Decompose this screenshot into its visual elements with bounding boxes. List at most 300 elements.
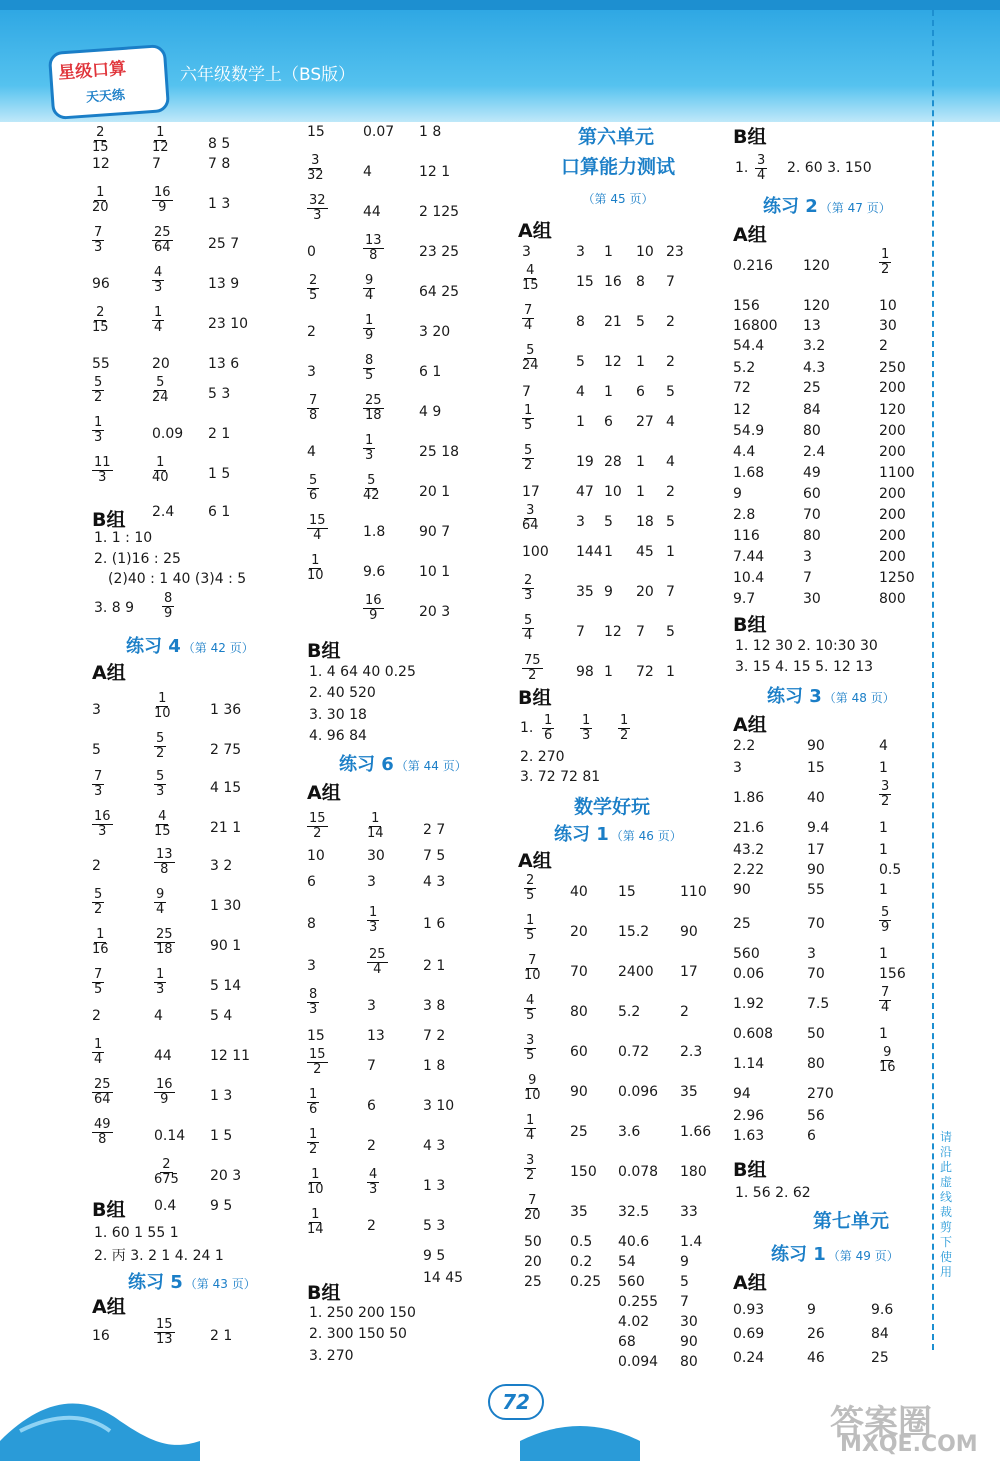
answer-line: 3. 30 18 xyxy=(309,707,367,723)
fraction xyxy=(154,692,171,721)
answer-cell: 4 15 xyxy=(210,780,242,796)
answer-cell: 0.255 xyxy=(618,1294,659,1310)
denominator: 2 xyxy=(526,1168,535,1183)
numerator: 5 xyxy=(524,613,533,628)
answer-cell xyxy=(363,594,384,623)
answer-cell: 25 7 xyxy=(208,236,240,252)
fraction xyxy=(154,770,166,799)
answer-line: 2. 300 150 50 xyxy=(309,1326,407,1342)
fraction xyxy=(367,812,384,841)
numerator: 5 xyxy=(94,887,103,902)
answer-cell xyxy=(524,1074,541,1103)
answer-cell: 20 1 xyxy=(419,484,451,500)
answer-cell: 560 xyxy=(618,1274,645,1290)
group-label: A组 xyxy=(518,220,552,242)
exercise-3-heading xyxy=(767,682,895,708)
fraction xyxy=(524,1034,536,1063)
fraction xyxy=(524,914,536,943)
fraction xyxy=(367,1168,379,1197)
answer-line: 1. 4 64 40 0.25 xyxy=(309,664,416,680)
numerator: 1 xyxy=(311,1207,320,1222)
answer-cell: 72 xyxy=(733,380,751,396)
answer-cell: 3.2 xyxy=(803,338,826,354)
answer-cell: 13 xyxy=(367,1028,385,1044)
numerator: 1 xyxy=(620,713,629,728)
answer-cell: 32.5 xyxy=(618,1204,650,1220)
numerator: 7 xyxy=(94,225,103,240)
answer-cell xyxy=(522,304,534,333)
answer-cell: 110 xyxy=(680,884,707,900)
numerator: 2 xyxy=(96,125,105,140)
fraction xyxy=(307,1128,319,1157)
answer-cell: 25 xyxy=(524,1274,542,1290)
answer-cell: 9.6 xyxy=(871,1302,894,1318)
answer-cell xyxy=(307,988,319,1017)
answer-cell: 30 xyxy=(803,591,821,607)
fraction xyxy=(92,888,104,917)
answer-cell: 26 xyxy=(807,1326,825,1342)
answer-cell: 120 xyxy=(803,298,830,314)
fraction xyxy=(162,592,174,621)
numerator: 25 xyxy=(94,1077,111,1092)
answer-cell xyxy=(522,444,534,473)
group-label: A组 xyxy=(733,714,767,736)
numerator: 11 xyxy=(94,455,111,470)
answer-cell: 156 xyxy=(879,966,906,982)
numerator: 1 xyxy=(311,553,320,568)
answer-cell: 9.7 xyxy=(733,591,756,607)
answer-cell: 0.216 xyxy=(733,258,774,274)
answer-cell: 2 1 xyxy=(423,958,446,974)
denominator: 2 xyxy=(94,902,103,917)
answer-cell: 10 1 xyxy=(419,564,451,580)
fraction xyxy=(307,1088,319,1117)
group-label: B组 xyxy=(518,687,552,709)
denominator: 10 xyxy=(307,568,324,583)
denominator: 4 xyxy=(94,1052,103,1067)
answer-cell: 0.096 xyxy=(618,1084,659,1100)
fraction xyxy=(92,1118,113,1147)
exercise-5-heading xyxy=(128,1268,256,1294)
answer-cell: 5 xyxy=(604,514,613,530)
answer-cell: 4 xyxy=(576,384,585,400)
answer-cell: 54 xyxy=(618,1254,636,1270)
fraction xyxy=(92,770,104,799)
answer-cell: 9 5 xyxy=(423,1248,446,1264)
answer-cell: 0.69 xyxy=(733,1326,765,1342)
answer-cell: 2 xyxy=(666,354,675,370)
answer-cell: 5 3 xyxy=(423,1218,446,1234)
answer-cell: 1 xyxy=(879,1026,888,1042)
answer-cell: 33 xyxy=(680,1204,698,1220)
answer-cell xyxy=(307,812,328,841)
answer-cell: 10.4 xyxy=(733,570,765,586)
answer-cell xyxy=(154,1158,179,1187)
numerator: 32 xyxy=(309,193,326,208)
fraction xyxy=(755,154,767,183)
numerator: 1 xyxy=(365,433,374,448)
fraction xyxy=(522,344,539,373)
answer-cell: 0.07 xyxy=(363,124,395,140)
answer-cell: 90 1 xyxy=(210,938,242,954)
answer-cell: 4 xyxy=(666,454,675,470)
denominator: 4 xyxy=(156,902,165,917)
numerator: 5 xyxy=(156,769,165,784)
answer-cell xyxy=(92,126,109,155)
fraction xyxy=(542,714,554,743)
answer-cell: 1 3 xyxy=(210,1088,233,1104)
answer-cell: 25 18 xyxy=(419,444,460,460)
answer-cell xyxy=(92,888,104,917)
fraction xyxy=(92,810,113,839)
answer-cell: 2 xyxy=(367,1138,376,1154)
fraction xyxy=(154,968,166,997)
answer-cell xyxy=(92,1118,113,1147)
numerator: 1 xyxy=(309,1127,318,1142)
denominator: 2 xyxy=(528,668,537,683)
denominator: 13 xyxy=(156,1332,173,1347)
denominator: 5 xyxy=(524,418,533,433)
answer-cell: 200 xyxy=(879,423,906,439)
denominator: 24 xyxy=(152,390,169,405)
answer-cell: 5.2 xyxy=(618,1004,641,1020)
fraction xyxy=(92,306,109,335)
denominator: 5 xyxy=(309,288,318,303)
answer-cell: 5 xyxy=(666,624,675,640)
answer-cell: 54.9 xyxy=(733,423,765,439)
numerator: 7 xyxy=(528,953,537,968)
answer-cell: 1.68 xyxy=(733,465,765,481)
fraction xyxy=(879,906,891,935)
answer-line: 1. 60 1 55 1 xyxy=(94,1225,179,1241)
logo-line1: 星级口算 xyxy=(57,58,127,84)
numerator: 15 xyxy=(309,811,326,826)
answer-cell xyxy=(154,1318,175,1347)
answer-cell: 0.09 xyxy=(152,426,184,442)
fraction xyxy=(522,444,534,473)
answer-cell: 5 14 xyxy=(210,978,242,994)
answer-cell: 0 xyxy=(307,244,316,260)
answer-cell: 80 xyxy=(680,1354,698,1370)
answer-cell: 90 xyxy=(680,924,698,940)
numerator: 1 xyxy=(156,455,165,470)
denominator: 4 xyxy=(154,320,163,335)
answer-cell: 25 xyxy=(570,1124,588,1140)
numerator: 4 xyxy=(526,993,535,1008)
answer-cell xyxy=(154,848,175,877)
answer-cell xyxy=(307,1168,324,1197)
exercise-page: （第 43 页） xyxy=(184,1277,256,1291)
answer-cell xyxy=(92,456,113,485)
answer-cell: 10 xyxy=(636,244,654,260)
numerator: 1 xyxy=(156,125,165,140)
exercise-6-heading xyxy=(339,750,467,776)
unit-title: 第六单元 xyxy=(577,126,654,148)
fraction xyxy=(363,474,380,503)
denominator: 9 xyxy=(160,1092,169,1107)
answer-cell: 35 xyxy=(576,584,594,600)
answer-cell: 1 8 xyxy=(419,124,442,140)
answer-cell xyxy=(152,266,164,295)
answer-cell xyxy=(154,692,171,721)
answer-cell: 21 1 xyxy=(210,820,242,836)
answer-cell: 1 xyxy=(576,414,585,430)
fraction xyxy=(154,888,166,917)
fraction xyxy=(522,574,534,603)
answer-cell xyxy=(363,434,375,463)
answer-cell: 13 9 xyxy=(208,276,240,292)
book-title: 六年级数学上（BS版） xyxy=(180,65,356,85)
group-label: B组 xyxy=(307,1282,341,1304)
numerator: 1 xyxy=(544,713,553,728)
group-label: A组 xyxy=(518,850,552,872)
fraction xyxy=(307,154,324,183)
numerator: 3 xyxy=(881,779,890,794)
numerator: 1 xyxy=(156,967,165,982)
fraction xyxy=(522,404,534,433)
fraction xyxy=(152,376,169,405)
numerator: 3 xyxy=(526,1033,535,1048)
answer-cell: 10 xyxy=(604,484,622,500)
answer-cell: 1.4 xyxy=(680,1234,703,1250)
denominator: 4 xyxy=(526,1128,535,1143)
numerator: 1 xyxy=(524,403,533,418)
fun-title: 数学好玩 xyxy=(573,796,650,818)
fraction xyxy=(524,1074,541,1103)
answer-cell: 2.4 xyxy=(152,504,175,520)
answer-cell xyxy=(363,474,380,503)
answer-cell: 2 xyxy=(666,314,675,330)
numerator: 1 xyxy=(526,1113,535,1128)
numerator: 7 xyxy=(94,967,103,982)
denominator: 2 xyxy=(881,794,890,809)
numerator: 4 xyxy=(158,809,167,824)
group-label: A组 xyxy=(92,662,126,684)
answer-cell: 3 xyxy=(367,998,376,1014)
answer-cell xyxy=(152,126,169,155)
answer-cell: 3.6 xyxy=(618,1124,641,1140)
answer-cell: 7 xyxy=(636,624,645,640)
fraction xyxy=(307,554,324,583)
fraction xyxy=(307,274,319,303)
answer-cell: 4 3 xyxy=(423,1138,446,1154)
exercise-2-heading xyxy=(763,192,891,218)
unit-7-exercise-1-heading xyxy=(771,1240,899,1266)
answer-cell: 1 30 xyxy=(210,898,242,914)
numerator: 4 xyxy=(369,1167,378,1182)
numerator: 3 xyxy=(311,153,320,168)
answer-cell: 3 xyxy=(807,946,816,962)
answer-cell: 3 20 xyxy=(419,324,451,340)
answer-cell: 4 xyxy=(666,414,675,430)
fraction xyxy=(152,456,169,485)
numerator: 1 xyxy=(369,905,378,920)
answer-cell xyxy=(580,714,592,743)
answer-cell xyxy=(152,186,173,215)
answer-cell xyxy=(152,456,169,485)
answer-cell xyxy=(879,780,891,809)
answer-cell: 4 xyxy=(154,1008,163,1024)
denominator: 3 xyxy=(313,208,322,223)
answer-cell: 5 xyxy=(576,354,585,370)
answer-cell xyxy=(363,394,384,423)
fraction xyxy=(92,376,104,405)
answer-cell: 7 5 xyxy=(423,848,446,864)
answer-cell: 13 xyxy=(803,318,821,334)
answer-cell: 200 xyxy=(879,444,906,460)
answer-cell: 98 xyxy=(576,664,594,680)
denominator: 32 xyxy=(307,168,324,183)
answer-cell: 16800 xyxy=(733,318,778,334)
answer-cell: 46 xyxy=(807,1350,825,1366)
fraction xyxy=(307,1168,324,1197)
answer-cell: 20 xyxy=(152,356,170,372)
answer-cell: 68 xyxy=(618,1334,636,1350)
exercise-page: （第 42 页） xyxy=(182,641,254,655)
fraction xyxy=(879,1046,896,1075)
denominator: 15 xyxy=(154,824,171,839)
answer-cell: 64 25 xyxy=(419,284,460,300)
exercise-title: 练习 6 xyxy=(339,754,394,775)
answer-cell: 96 xyxy=(92,276,110,292)
answer-cell: 1 xyxy=(879,820,888,836)
numerator: 5 xyxy=(881,905,890,920)
numerator: 13 xyxy=(156,847,173,862)
numerator: 1 xyxy=(309,1087,318,1102)
answer-cell xyxy=(307,1048,328,1077)
answer-cell: 9 xyxy=(733,486,742,502)
answer-cell xyxy=(154,888,166,917)
denominator: 64 xyxy=(522,518,539,533)
numerator: 16 xyxy=(94,809,111,824)
answer-cell xyxy=(92,928,109,957)
page-number: 72 xyxy=(488,1384,544,1420)
answer-cell: 180 xyxy=(680,1164,707,1180)
answer-cell: 9.6 xyxy=(363,564,386,580)
fraction xyxy=(307,812,328,841)
numerator: 5 xyxy=(156,731,165,746)
cut-line xyxy=(932,10,934,1350)
answer-cell xyxy=(92,968,104,997)
answer-line: 3. 72 72 81 xyxy=(520,769,601,785)
answer-cell: 6 xyxy=(307,874,316,890)
answer-cell: 9 5 xyxy=(210,1198,233,1214)
answer-cell: 3 xyxy=(576,244,585,260)
numerator: 7 xyxy=(94,769,103,784)
answer-cell: 60 xyxy=(803,486,821,502)
numerator: 5 xyxy=(94,375,103,390)
answer-cell: 3 xyxy=(92,702,101,718)
fraction xyxy=(522,304,534,333)
answer-cell: 5 xyxy=(92,742,101,758)
group-label: B组 xyxy=(307,640,341,662)
answer-cell: 1250 xyxy=(879,570,915,586)
answer-cell: 270 xyxy=(807,1086,834,1102)
answer-cell: 5 xyxy=(666,384,675,400)
answer-cell: 1.66 xyxy=(680,1124,712,1140)
fraction xyxy=(367,948,388,977)
answer-cell: 70 xyxy=(807,916,825,932)
answer-cell xyxy=(363,274,375,303)
answer-cell: 5 3 xyxy=(208,386,231,402)
exercise-title: 练习 4 xyxy=(126,636,181,657)
numerator: 1 xyxy=(96,927,105,942)
numerator: 9 xyxy=(365,273,374,288)
answer-cell: 3 8 xyxy=(423,998,446,1014)
numerator: 7 xyxy=(524,303,533,318)
denominator: 3 xyxy=(98,824,107,839)
numerator: 1 xyxy=(881,247,890,262)
answer-cell: 43.2 xyxy=(733,842,765,858)
numerator: 2 xyxy=(526,873,535,888)
answer-cell: 4.3 xyxy=(803,360,826,376)
answer-cell: 0.608 xyxy=(733,1026,774,1042)
answer-cell xyxy=(307,274,319,303)
numerator: 13 xyxy=(365,233,382,248)
denominator: 2 xyxy=(313,1062,322,1077)
answer-cell xyxy=(879,906,891,935)
answer-cell: 7 xyxy=(576,624,585,640)
fraction xyxy=(154,928,175,957)
answer-cell: 35 xyxy=(570,1204,588,1220)
numerator: 15 xyxy=(309,1047,326,1062)
denominator: 3 xyxy=(94,240,103,255)
numerator: 25 xyxy=(156,927,173,942)
answer-cell: 1 xyxy=(604,244,613,260)
denominator: 4 xyxy=(365,288,374,303)
numerator: 4 xyxy=(526,263,535,278)
answer-cell xyxy=(522,404,534,433)
denominator: 15 xyxy=(522,278,539,293)
group-label: B组 xyxy=(92,1199,126,1221)
numerator: 16 xyxy=(365,593,382,608)
answer-cell xyxy=(92,810,113,839)
answer-cell: 16 xyxy=(604,274,622,290)
answer-cell xyxy=(154,968,166,997)
answer-cell: 1 xyxy=(879,946,888,962)
answer-cell: 15 xyxy=(618,884,636,900)
denominator: 2 xyxy=(156,746,165,761)
denominator: 4 xyxy=(524,318,533,333)
group-label: A组 xyxy=(307,782,341,804)
answer-cell: 1 xyxy=(879,882,888,898)
fraction xyxy=(524,1114,536,1143)
answer-cell: 120 xyxy=(879,402,906,418)
answer-cell: 0.25 xyxy=(570,1274,602,1290)
fraction xyxy=(307,988,319,1017)
fraction xyxy=(363,234,384,263)
numerator: 1 xyxy=(94,1037,103,1052)
answer-line: 2. (1)16 : 25 xyxy=(94,551,181,567)
denominator: 4 xyxy=(524,628,533,643)
answer-cell: 200 xyxy=(879,380,906,396)
answer-cell xyxy=(524,1154,536,1183)
answer-cell: 6 xyxy=(807,1128,816,1144)
fraction xyxy=(92,928,109,957)
answer-cell: 17 xyxy=(522,484,540,500)
answer-cell xyxy=(92,1078,113,1107)
denominator: 5 xyxy=(365,368,374,383)
answer-cell: 1 3 xyxy=(423,1178,446,1194)
numerator: 2 xyxy=(162,1157,171,1172)
answer-cell: 20 xyxy=(570,924,588,940)
answer-cell xyxy=(154,810,171,839)
answer-cell xyxy=(522,344,539,373)
denominator: 14 xyxy=(367,826,384,841)
numerator: 2 xyxy=(96,305,105,320)
answer-cell: 25 xyxy=(733,916,751,932)
answer-cell: 80 xyxy=(570,1004,588,1020)
